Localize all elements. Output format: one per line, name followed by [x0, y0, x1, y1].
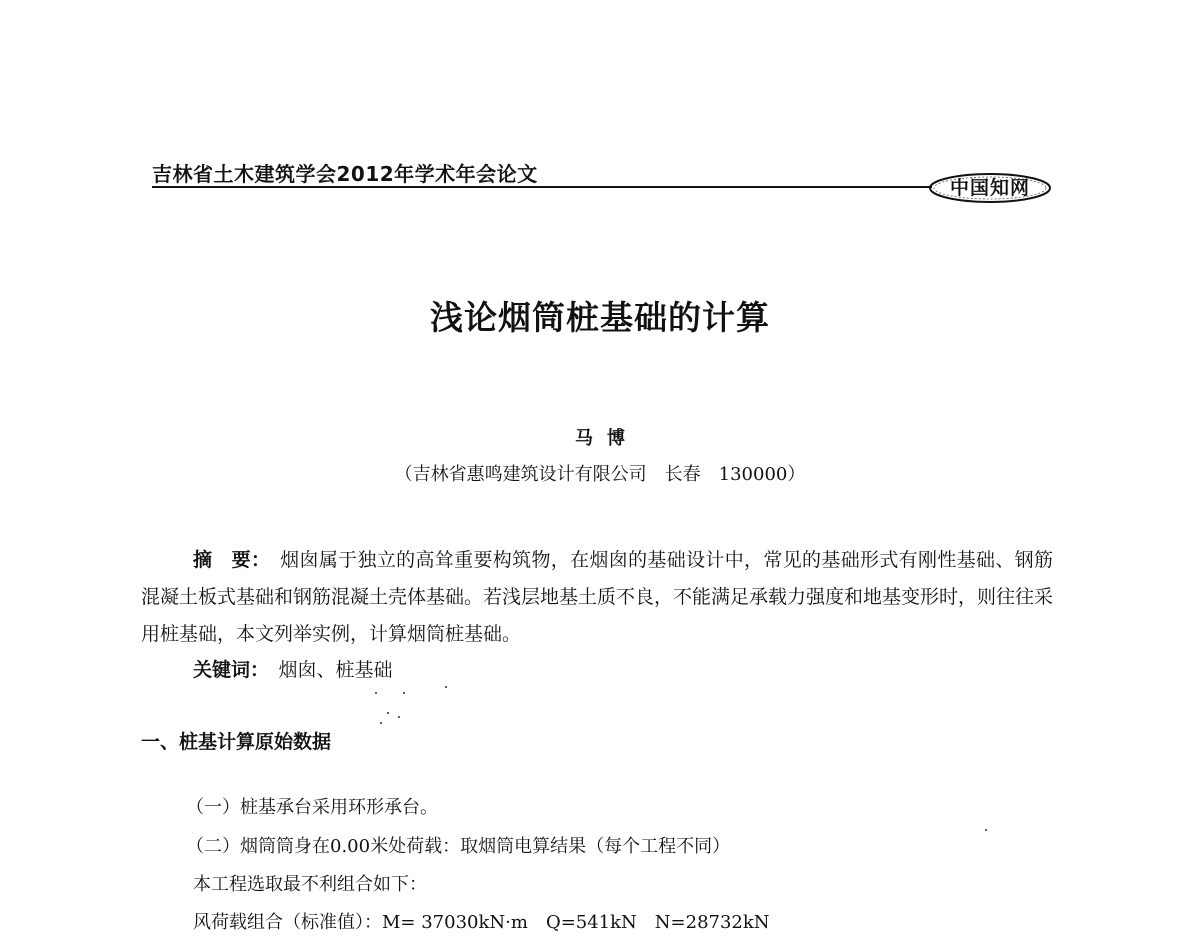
- author-name: 马博: [575, 428, 639, 449]
- section-line-2: （二）烟筒筒身在0.00米处荷载：取烟筒电算结果（每个工程不同）: [186, 836, 731, 857]
- abstract: [141, 542, 1053, 653]
- section-heading: 一、桩基计算原始数据: [141, 731, 332, 753]
- section-line-1: （一）桩基承台采用环形承台。: [186, 797, 438, 818]
- cnki-logo-text: 中国知网: [949, 177, 1030, 199]
- abstract-text: 烟囱属于独立的高耸重要构筑物，在烟囱的基础设计中，常见的基础形式有刚性基础、钢筋混凝土板式基础和钢筋混凝土壳体基础。若浅层地基土质不良，不能满足承载力强度和地基变形时，则往往采用桩基础，本文列举实例，计算烟筒桩基础。: [141, 549, 1054, 645]
- section-line-4: 风荷载组合（标准值）：M= 37030kN·m Q=541kN N=28732kN: [193, 912, 770, 933]
- header-rule: [152, 186, 932, 188]
- scan-speck: [375, 692, 377, 694]
- section-line-3: 本工程选取最不利组合如下：: [193, 874, 427, 895]
- keywords: [193, 655, 393, 682]
- scan-speck: [380, 722, 382, 724]
- scan-speck: [387, 712, 389, 714]
- scan-speck: [445, 686, 447, 688]
- keywords-text: 烟囱、桩基础: [278, 659, 393, 681]
- abstract-label: 摘 要：: [193, 549, 261, 571]
- keywords-label: 关键词：: [193, 659, 260, 681]
- author-affiliation: （吉林省惠鸣建筑设计有限公司 长春 130000）: [394, 464, 806, 485]
- paper-title: 浅论烟筒桩基础的计算: [430, 298, 770, 337]
- journal-header: 吉林省土木建筑学会2012年学术年会论文: [152, 162, 538, 186]
- cnki-logo: [928, 172, 1052, 204]
- scan-speck: [403, 692, 405, 694]
- scan-speck: [398, 716, 400, 718]
- scan-speck: [985, 829, 987, 831]
